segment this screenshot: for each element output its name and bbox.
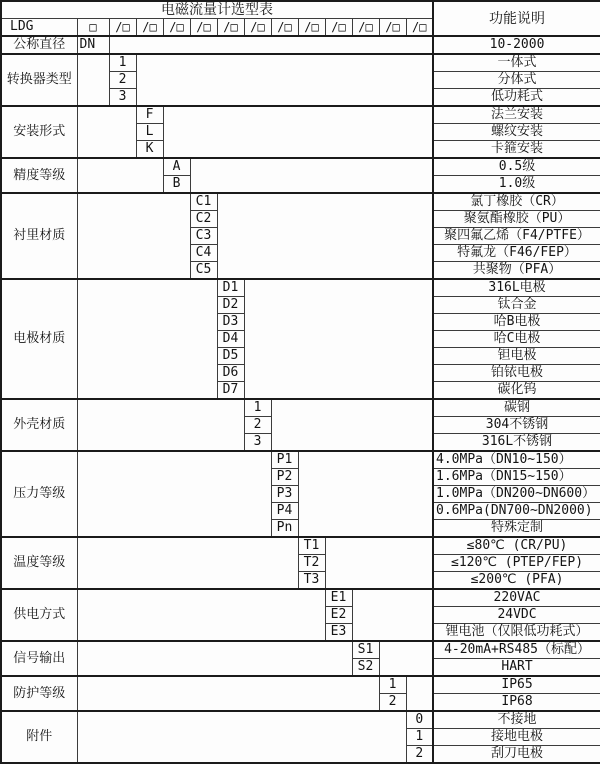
section-power-supply bbox=[1, 589, 600, 607]
section-label: 防护等级 bbox=[1, 676, 77, 711]
section-accessories bbox=[1, 711, 600, 729]
model-prefix: LDG bbox=[1, 19, 77, 37]
spacer-cell bbox=[77, 451, 271, 537]
desc-cell: HART bbox=[433, 659, 600, 677]
desc-cell: 特殊定制 bbox=[433, 520, 600, 538]
code-cell: 3 bbox=[244, 434, 271, 452]
spacer-cell bbox=[190, 158, 433, 193]
section-converter-type bbox=[1, 54, 600, 72]
desc-cell: 哈C电极 bbox=[433, 331, 600, 348]
desc-cell: 1.0MPa（DN200~DN600） bbox=[433, 486, 600, 503]
code-cell: S2 bbox=[352, 659, 379, 677]
spacer-cell bbox=[77, 106, 136, 158]
desc-cell: ≤80℃ (CR/PU) bbox=[433, 537, 600, 555]
code-cell: 1 bbox=[379, 676, 406, 694]
spacer-cell bbox=[77, 399, 244, 451]
desc-cell: 分体式 bbox=[433, 72, 600, 89]
section-label: 外壳材质 bbox=[1, 399, 77, 451]
code-cell: L bbox=[136, 124, 163, 141]
desc-cell: 锂电池（仅限低功耗式） bbox=[433, 624, 600, 642]
desc-cell: 聚四氟乙烯（F4/PTFE） bbox=[433, 228, 600, 245]
desc-cell: 刮刀电极 bbox=[433, 746, 600, 764]
code-cell: E2 bbox=[325, 607, 352, 624]
code-cell: 3 bbox=[109, 89, 136, 107]
desc-cell: IP68 bbox=[433, 694, 600, 712]
spacer-cell bbox=[379, 641, 433, 676]
section-installation bbox=[1, 106, 600, 124]
code-cell: D7 bbox=[217, 382, 244, 400]
model-slot-box: /□ bbox=[352, 19, 379, 37]
desc-cell: 0.5级 bbox=[433, 158, 600, 176]
code-cell: T3 bbox=[298, 572, 325, 590]
section-label: 温度等级 bbox=[1, 537, 77, 589]
desc-cell: 共聚物（PFA） bbox=[433, 262, 600, 280]
section-nominal-diameter bbox=[1, 36, 600, 54]
model-slot-box: /□ bbox=[406, 19, 433, 37]
code-cell: T1 bbox=[298, 537, 325, 555]
spacer-cell bbox=[217, 193, 433, 279]
desc-cell: 钽电极 bbox=[433, 348, 600, 365]
desc-cell: 1.0级 bbox=[433, 176, 600, 194]
desc-cell: 碳化钨 bbox=[433, 382, 600, 400]
model-slot-box: /□ bbox=[190, 19, 217, 37]
model-slot-box: /□ bbox=[271, 19, 298, 37]
spacer-cell bbox=[406, 676, 433, 711]
desc-cell: 220VAC bbox=[433, 589, 600, 607]
code-cell: E1 bbox=[325, 589, 352, 607]
section-protection-rating bbox=[1, 676, 600, 694]
section-label: 精度等级 bbox=[1, 158, 77, 193]
spacer-cell bbox=[77, 279, 217, 399]
code-cell: P4 bbox=[271, 503, 298, 520]
code-cell: K bbox=[136, 141, 163, 159]
code-cell: 1 bbox=[109, 54, 136, 72]
code-cell: 2 bbox=[244, 417, 271, 434]
desc-cell: 24VDC bbox=[433, 607, 600, 624]
model-slot-box: /□ bbox=[217, 19, 244, 37]
desc-cell: ≤200℃ (PFA) bbox=[433, 572, 600, 590]
spacer-cell bbox=[325, 537, 433, 589]
code-cell: 2 bbox=[109, 72, 136, 89]
function-column-header: 功能说明 bbox=[433, 1, 600, 36]
spacer-cell bbox=[77, 158, 163, 193]
desc-cell: 哈B电极 bbox=[433, 314, 600, 331]
model-slot-box: /□ bbox=[109, 19, 136, 37]
code-cell: D4 bbox=[217, 331, 244, 348]
desc-cell: 氯丁橡胶（CR） bbox=[433, 193, 600, 211]
desc-cell: 聚氨酯橡胶（PU） bbox=[433, 211, 600, 228]
code-cell: D6 bbox=[217, 365, 244, 382]
code-cell: Pn bbox=[271, 520, 298, 538]
code-cell: 2 bbox=[406, 746, 433, 764]
code-cell: B bbox=[163, 176, 190, 194]
spacer-cell bbox=[77, 641, 352, 676]
code-cell: D3 bbox=[217, 314, 244, 331]
code-cell: DN bbox=[77, 36, 109, 54]
code-cell: 1 bbox=[244, 399, 271, 417]
section-accuracy bbox=[1, 158, 600, 176]
desc-cell: 钛合金 bbox=[433, 297, 600, 314]
desc-cell: 接地电极 bbox=[433, 729, 600, 746]
desc-cell: 304不锈钢 bbox=[433, 417, 600, 434]
section-signal-output bbox=[1, 641, 600, 659]
desc-cell: 法兰安装 bbox=[433, 106, 600, 124]
model-slot-box: /□ bbox=[163, 19, 190, 37]
desc-cell: ≤120℃ (PTEP/FEP) bbox=[433, 555, 600, 572]
model-box-dn: □ bbox=[77, 19, 109, 37]
code-cell: P1 bbox=[271, 451, 298, 469]
model-slot-box: /□ bbox=[325, 19, 352, 37]
code-cell: F bbox=[136, 106, 163, 124]
spacer-cell bbox=[77, 54, 109, 106]
code-cell: A bbox=[163, 158, 190, 176]
desc-cell: 0.6MPa(DN700~DN2000) bbox=[433, 503, 600, 520]
desc-cell: 特氟龙（F46/FEP） bbox=[433, 245, 600, 262]
desc-cell: 螺纹安装 bbox=[433, 124, 600, 141]
code-cell: E3 bbox=[325, 624, 352, 642]
spacer-cell bbox=[77, 193, 190, 279]
section-label: 附件 bbox=[1, 711, 77, 763]
model-slot-box: /□ bbox=[136, 19, 163, 37]
desc-cell: 316L电极 bbox=[433, 279, 600, 297]
section-temperature-rating bbox=[1, 537, 600, 555]
spacer-cell bbox=[163, 106, 433, 158]
desc-cell: 一体式 bbox=[433, 54, 600, 72]
spacer-cell bbox=[271, 399, 433, 451]
spacer-cell bbox=[109, 36, 433, 54]
code-cell: D2 bbox=[217, 297, 244, 314]
model-slot-box: /□ bbox=[298, 19, 325, 37]
section-label: 电极材质 bbox=[1, 279, 77, 399]
desc-cell: IP65 bbox=[433, 676, 600, 694]
section-label: 公称直径 bbox=[1, 36, 77, 54]
model-slot-box: /□ bbox=[244, 19, 271, 37]
section-pressure-rating bbox=[1, 451, 600, 469]
code-cell: D5 bbox=[217, 348, 244, 365]
section-label: 供电方式 bbox=[1, 589, 77, 641]
desc-cell: 1.6MPa（DN15~150） bbox=[433, 469, 600, 486]
section-label: 压力等级 bbox=[1, 451, 77, 537]
section-label: 信号输出 bbox=[1, 641, 77, 676]
desc-cell: 4-20mA+RS485（标配） bbox=[433, 641, 600, 659]
spacer-cell bbox=[77, 711, 406, 763]
spacer-cell bbox=[77, 589, 325, 641]
code-cell: 1 bbox=[406, 729, 433, 746]
desc-cell: 碳钢 bbox=[433, 399, 600, 417]
section-liner-material bbox=[1, 193, 600, 211]
section-label: 转换器类型 bbox=[1, 54, 77, 106]
desc-cell: 不接地 bbox=[433, 711, 600, 729]
table-title: 电磁流量计选型表 bbox=[1, 1, 433, 19]
desc-cell: 10-2000 bbox=[433, 36, 600, 54]
code-cell: D1 bbox=[217, 279, 244, 297]
spacer-cell bbox=[136, 54, 433, 106]
spacer-cell bbox=[77, 676, 379, 711]
code-cell: P2 bbox=[271, 469, 298, 486]
code-cell: C3 bbox=[190, 228, 217, 245]
section-housing-material bbox=[1, 399, 600, 417]
code-cell: P3 bbox=[271, 486, 298, 503]
desc-cell: 316L不锈钢 bbox=[433, 434, 600, 452]
spacer-cell bbox=[77, 537, 298, 589]
section-electrode-material bbox=[1, 279, 600, 297]
desc-cell: 卡箍安装 bbox=[433, 141, 600, 159]
code-cell: C4 bbox=[190, 245, 217, 262]
section-label: 衬里材质 bbox=[1, 193, 77, 279]
section-label: 安装形式 bbox=[1, 106, 77, 158]
code-cell: C5 bbox=[190, 262, 217, 280]
code-cell: S1 bbox=[352, 641, 379, 659]
desc-cell: 4.0MPa（DN10~150） bbox=[433, 451, 600, 469]
spacer-cell bbox=[244, 279, 433, 399]
desc-cell: 低功耗式 bbox=[433, 89, 600, 107]
code-cell: C1 bbox=[190, 193, 217, 211]
code-cell: 2 bbox=[379, 694, 406, 712]
code-cell: T2 bbox=[298, 555, 325, 572]
model-slot-box: /□ bbox=[379, 19, 406, 37]
spacer-cell bbox=[298, 451, 433, 537]
code-cell: 0 bbox=[406, 711, 433, 729]
spacer-cell bbox=[352, 589, 433, 641]
code-cell: C2 bbox=[190, 211, 217, 228]
desc-cell: 铂铱电极 bbox=[433, 365, 600, 382]
